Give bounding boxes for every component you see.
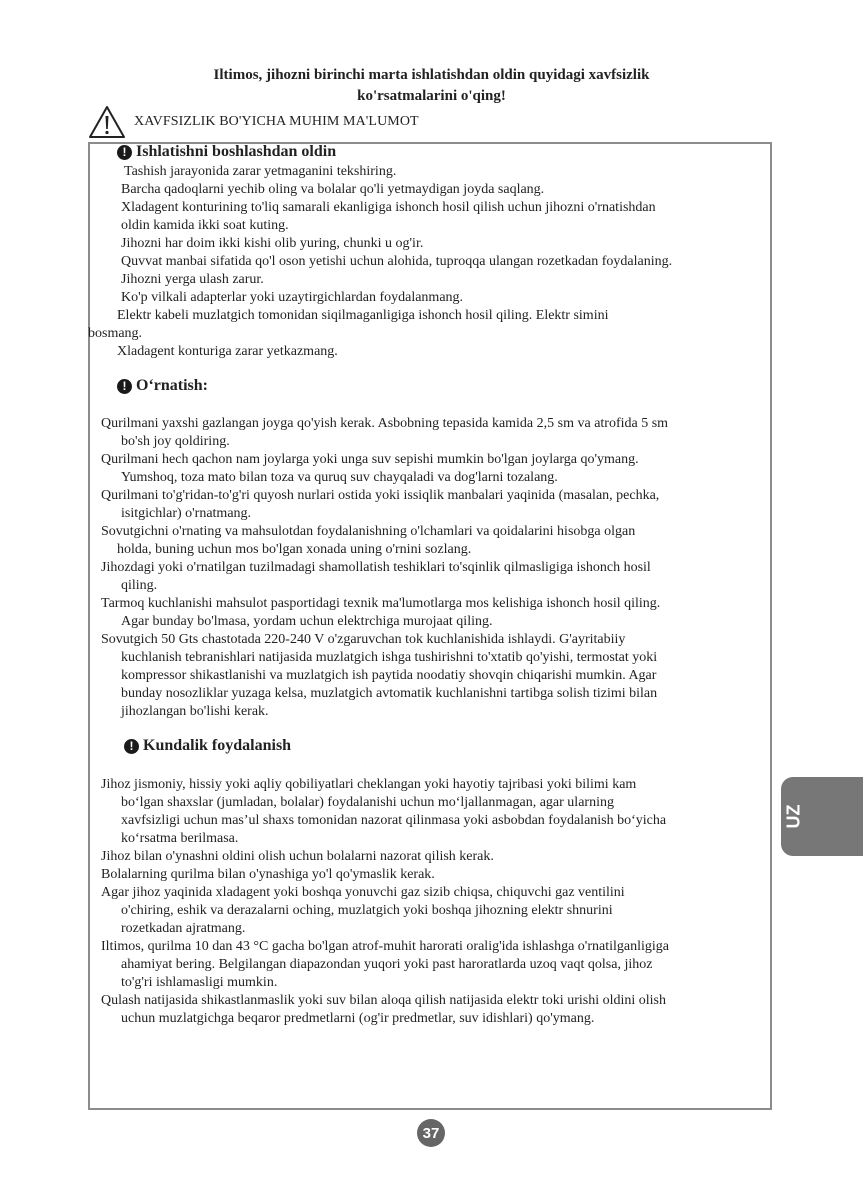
language-tab-label: UZ — [783, 804, 804, 829]
text-line: bunday nosozliklar yuzaga kelsa, muzlatgich avtomatik kuchlanishni tartibga solish tizimi bilan — [121, 686, 658, 701]
exclamation-icon: ! — [117, 145, 132, 160]
language-side-tab — [781, 777, 863, 856]
text-line: Qurilmani to'g'ridan-to'g'ri quyosh nurlari ostida yoki issiqlik manbalari yaqinida (masalan, pechka, — [101, 488, 660, 503]
text-line: Jihozdagi yoki o'rnatilgan tuzilmadagi shamollatish teshiklari to'sqinlik qilmasligiga ishonch hosil — [101, 560, 651, 575]
section-heading-before-use — [117, 143, 336, 161]
warning-triangle-icon — [88, 105, 126, 139]
text-line: ahamiyat bering. Belgilangan diapazondan yuqori yoki past haroratlarda uzoq vaqt qolsa, jihoz — [121, 957, 653, 972]
safety-warning-heading — [88, 105, 419, 139]
text-line: Jihozni har doim ikki kishi olib yuring, chunki u og'ir. — [121, 236, 424, 251]
text-line: Xladagent konturining to'liq samarali ekanligiga ishonch hosil qilish uchun jihozni o'rnatishdan — [121, 200, 656, 215]
text-line: isitgichlar) o'rnatmang. — [121, 506, 252, 521]
text-line: Qurilmani hech qachon nam joylarga yoki unga suv sepishi mumkin bo'lgan joylarga qo'ymang. — [101, 452, 639, 467]
page-title-line-1: Iltimos, jihozni birinchi marta ishlatishdan oldin quyidagi xavfsizlik — [213, 67, 650, 83]
text-line: Sovutgichni o'rnating va mahsulotdan foydalanishning o'lchamlari va qoidalarini hisobga olgan — [101, 524, 636, 539]
text-line: jihozlangan bo'lishi kerak. — [121, 704, 269, 719]
section-heading-text: Ishlatishni boshlashdan oldin — [136, 143, 337, 160]
text-line: bo‘lgan shaxslar (jumladan, bolalar) foydalanishi uchun mo‘ljallanmagan, agar ularning — [121, 795, 614, 810]
section-heading-text: O‘rnatish: — [136, 377, 208, 394]
text-line: rozetkadan ajratmang. — [121, 921, 246, 936]
text-line: Jihoz jismoniy, hissiy yoki aqliy qobiliyatlari cheklangan yoki hayotiy tajribasi yoki bilimi kam — [101, 777, 637, 792]
page-title — [0, 65, 863, 107]
text-line: Agar bunday bo'lmasa, yordam uchun elektrchiga murojaat qiling. — [121, 614, 493, 629]
text-line: Xladagent konturiga zarar yetkazmang. — [117, 344, 338, 359]
text-line: Barcha qadoqlarni yechib oling va bolalar qo'li yetmaydigan joyda saqlang. — [121, 182, 545, 197]
text-line: bo'sh joy qoldiring. — [121, 434, 230, 449]
text-line: Jihozni yerga ulash zarur. — [121, 272, 264, 287]
exclamation-icon: ! — [117, 379, 132, 394]
text-line: kompressor shikastlanishi va muzlatgich ish paytida noodatiy shovqin chiqarishi mumkin. Agar — [121, 668, 657, 683]
text-line: Sovutgich 50 Gts chastotada 220-240 V o'zgaruvchan tok kuchlanishida ishlaydi. G'ayritabiiy — [101, 632, 626, 647]
text-line: ko‘rsatma berilmasa. — [121, 831, 239, 846]
text-line: holda, buning uchun mos bo'lgan xonada uning o'rnini sozlang. — [117, 542, 472, 557]
section-heading-text: Kundalik foydalanish — [143, 737, 292, 754]
text-line: bosmang. — [88, 326, 143, 341]
section-heading-installation — [117, 377, 208, 395]
page-number: 37 — [417, 1119, 445, 1147]
text-line: Ko'p vilkali adapterlar yoki uzaytirgichlardan foydalanmang. — [121, 290, 464, 305]
text-line: Iltimos, qurilma 10 dan 43 °C gacha bo'lgan atrof-muhit harorati oralig'ida ishlashga o'rnatilganligiga — [101, 939, 669, 954]
text-line: to'g'ri ishlamasligi mumkin. — [121, 975, 278, 990]
section-heading-daily-use — [124, 737, 291, 755]
text-line: uchun muzlatgichga beqaror predmetlarni (og'ir predmetlar, suv idishlari) qo'ymang. — [121, 1011, 595, 1026]
text-line: qiling. — [121, 578, 158, 593]
text-line: Qurilmani yaxshi gazlangan joyga qo'yish kerak. Asbobning tepasida kamida 2,5 sm va atrofida 5 sm — [101, 416, 669, 431]
text-line: Bolalarning qurilma bilan o'ynashiga yo'l qo'ymaslik kerak. — [101, 867, 435, 882]
safety-warning-text: XAVFSIZLIK BO'YICHA MUHIM MA'LUMOT — [134, 114, 419, 129]
text-line: Qulash natijasida shikastlanmaslik yoki suv bilan aloqa qilish natijasida elektr toki urishi oldini olish — [101, 993, 666, 1008]
text-line: Yumshoq, toza mato bilan toza va quruq suv chayqaladi va dog'larni tozalang. — [121, 470, 558, 485]
page-title-line-2: ko'rsatmalarini o'qing! — [357, 88, 506, 104]
text-line: Jihoz bilan o'ynashni oldini olish uchun bolalarni nazorat qilish kerak. — [101, 849, 494, 864]
exclamation-icon: ! — [124, 739, 139, 754]
text-line: o'chiring, eshik va derazalarni oching, muzlatgich yoki boshqa jihozning elektr shnurini — [121, 903, 613, 918]
text-line: Tarmoq kuchlanishi mahsulot pasportidagi texnik ma'lumotlarga mos kelishiga ishonch hosil qiling. — [101, 596, 661, 611]
text-line: oldin kamida ikki soat kuting. — [121, 218, 289, 233]
text-line: Tashish jarayonida zarar yetmaganini tekshiring. — [124, 164, 397, 179]
text-line: Elektr kabeli muzlatgich tomonidan siqilmaganligiga ishonch hosil qiling. Elektr simini — [117, 308, 609, 323]
text-line: Agar jihoz yaqinida xladagent yoki boshqa yonuvchi gaz sizib chiqsa, chiquvchi gaz ventilini — [101, 885, 625, 900]
text-line: kuchlanish tebranishlari natijasida muzlatgich ishga tushirishni to'xtatib qo'yishi, termostat yoki — [121, 650, 658, 665]
text-line: xavfsizligi uchun mas’ul shaxs tomonidan nazorat qilinmasa yoki asbobdan foydalanish bo‘yicha — [121, 813, 667, 828]
text-line: Quvvat manbai sifatida qo'l oson yetishi uchun alohida, tuproqqa ulangan rozetkadan foydalaning. — [121, 254, 673, 269]
